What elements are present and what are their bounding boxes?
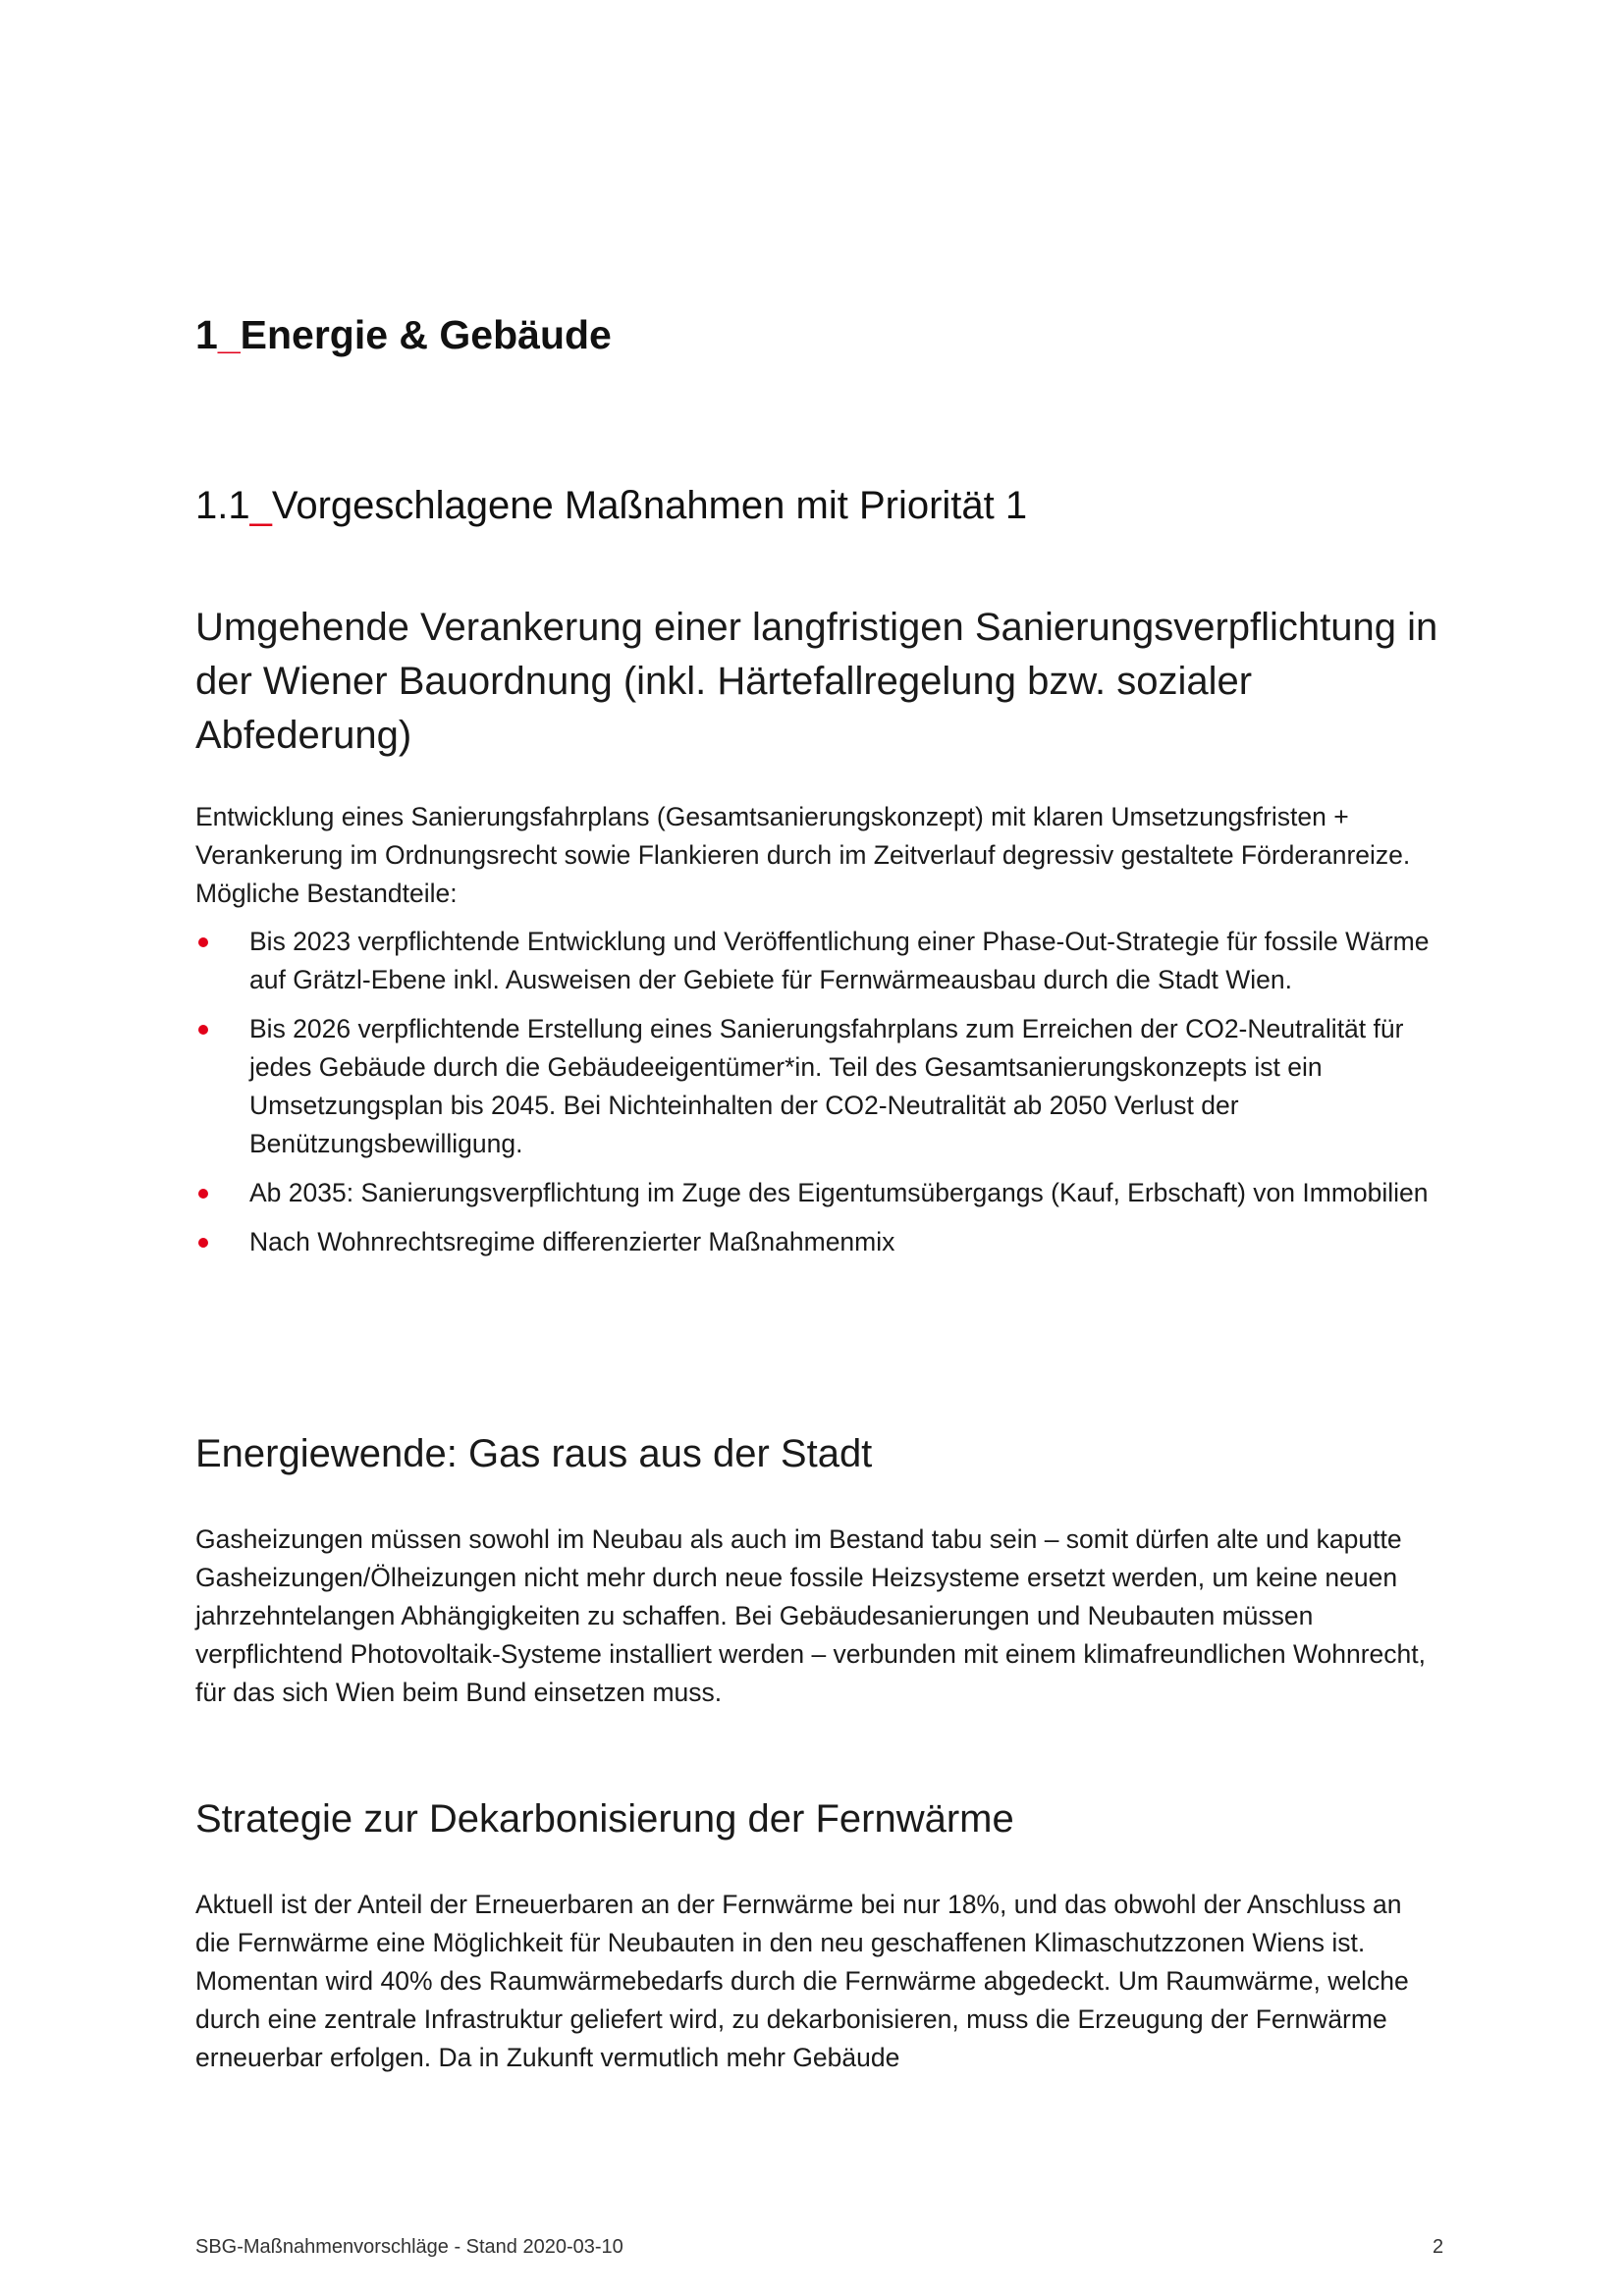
bullet-text: Bis 2023 verpflichtende Entwicklung und Veröffentlichung einer Phase-Out-Strategie für fossile Wärme auf Grätzl-Ebene inkl. Ausweisen der Gebiete für Fernwärmeausbau durch die Stadt Wien. bbox=[249, 927, 1430, 994]
footer-document-info: SBG-Maßnahmenvorschläge - Stand 2020-03-10 bbox=[195, 2236, 623, 2258]
measure-paragraph-renovation: Entwicklung eines Sanierungsfahrplans (Gesamtsanierungskonzept) mit klaren Umsetzungsfristen + Verankerung im Ordnungsrecht sowie Flankieren durch im Zeitverlauf degressiv gestaltete Förderanreize. Mögliche Bestandteile: bbox=[195, 802, 1411, 908]
chapter-separator: _ bbox=[217, 312, 241, 357]
list-item bbox=[195, 1174, 1442, 1212]
measure-title-gas: Energiewende: Gas raus aus der Stadt bbox=[195, 1432, 873, 1475]
bullet-text: Nach Wohnrechtsregime differenzierter Maßnahmenmix bbox=[249, 1227, 895, 1256]
list-item bbox=[195, 923, 1442, 999]
bullet-text: Ab 2035: Sanierungsverpflichtung im Zuge des Eigentumsübergangs (Kauf, Erbschaft) von Immobilien bbox=[249, 1178, 1429, 1207]
list-item bbox=[195, 1223, 1442, 1261]
measure-paragraph-gas: Gasheizungen müssen sowohl im Neubau als auch im Bestand tabu sein – somit dürfen alte und kaputte Gasheizungen/Ölheizungen nicht mehr durch neue fossile Heizsysteme ersetzt werden, um keine neuen jahrzehntelangen Abhängigkeiten zu schaffen. Bei Gebäudesanierungen und Neubauten müssen verpflichtend Photovoltaik-Systeme installiert werden – verbunden mit einem klimafreundlichen Wohnrecht, für das sich Wien beim Bund einsetzen muss. bbox=[195, 1524, 1426, 1707]
bullet-icon bbox=[198, 1189, 208, 1199]
measure-bullet-list bbox=[195, 923, 1442, 1272]
measure-title-district-heating: Strategie zur Dekarbonisierung der Fernwärme bbox=[195, 1797, 1014, 1841]
bullet-text: Bis 2026 verpflichtende Erstellung eines Sanierungsfahrplans zum Erreichen der CO2-Neutralität für jedes Gebäude durch die Gebäudeeigentümer*in. Teil des Gesamtsanierungskonzepts ist ein Umsetzungsplan bis 2045. Bei Nichteinhalten der CO2-Neutralität ab 2050 Verlust der Benützungsbewilligung. bbox=[249, 1014, 1404, 1158]
section-title: Vorgeschlagene Maßnahmen mit Priorität 1 bbox=[271, 484, 1028, 527]
chapter-title: Energie & Gebäude bbox=[240, 312, 612, 357]
measure-paragraph-district-heating: Aktuell ist der Anteil der Erneuerbaren an der Fernwärme bei nur 18%, und das obwohl der Anschluss an die Fernwärme eine Möglichkeit für Neubauten in den neu geschaffenen Klimaschutzzonen Wiens ist. Momentan wird 40% des Raumwärmebedarfs durch die Fernwärme abgedeckt. Um Raumwärme, welche durch eine zentrale Infrastruktur geliefert wird, zu dekarbonisieren, muss die Erzeugung der Fernwärme erneuerbar erfolgen. Da in Zukunft vermutlich mehr Gebäude bbox=[195, 1890, 1409, 2072]
chapter-number: 1 bbox=[195, 312, 218, 357]
bullet-icon bbox=[198, 937, 208, 947]
measure-title-renovation: Umgehende Verankerung einer langfristigen Sanierungsverpflichtung in der Wiener Bauordnung (inkl. Härtefallregelung bzw. sozialer Abfederung) bbox=[195, 606, 1438, 757]
chapter-heading bbox=[195, 312, 612, 358]
bullet-icon bbox=[198, 1238, 208, 1248]
section-heading bbox=[195, 484, 1027, 528]
section-number: 1.1 bbox=[195, 484, 250, 527]
section-separator: _ bbox=[249, 484, 272, 527]
footer-page-number: 2 bbox=[1433, 2236, 1444, 2258]
bullet-icon bbox=[198, 1025, 208, 1035]
list-item bbox=[195, 1010, 1442, 1163]
